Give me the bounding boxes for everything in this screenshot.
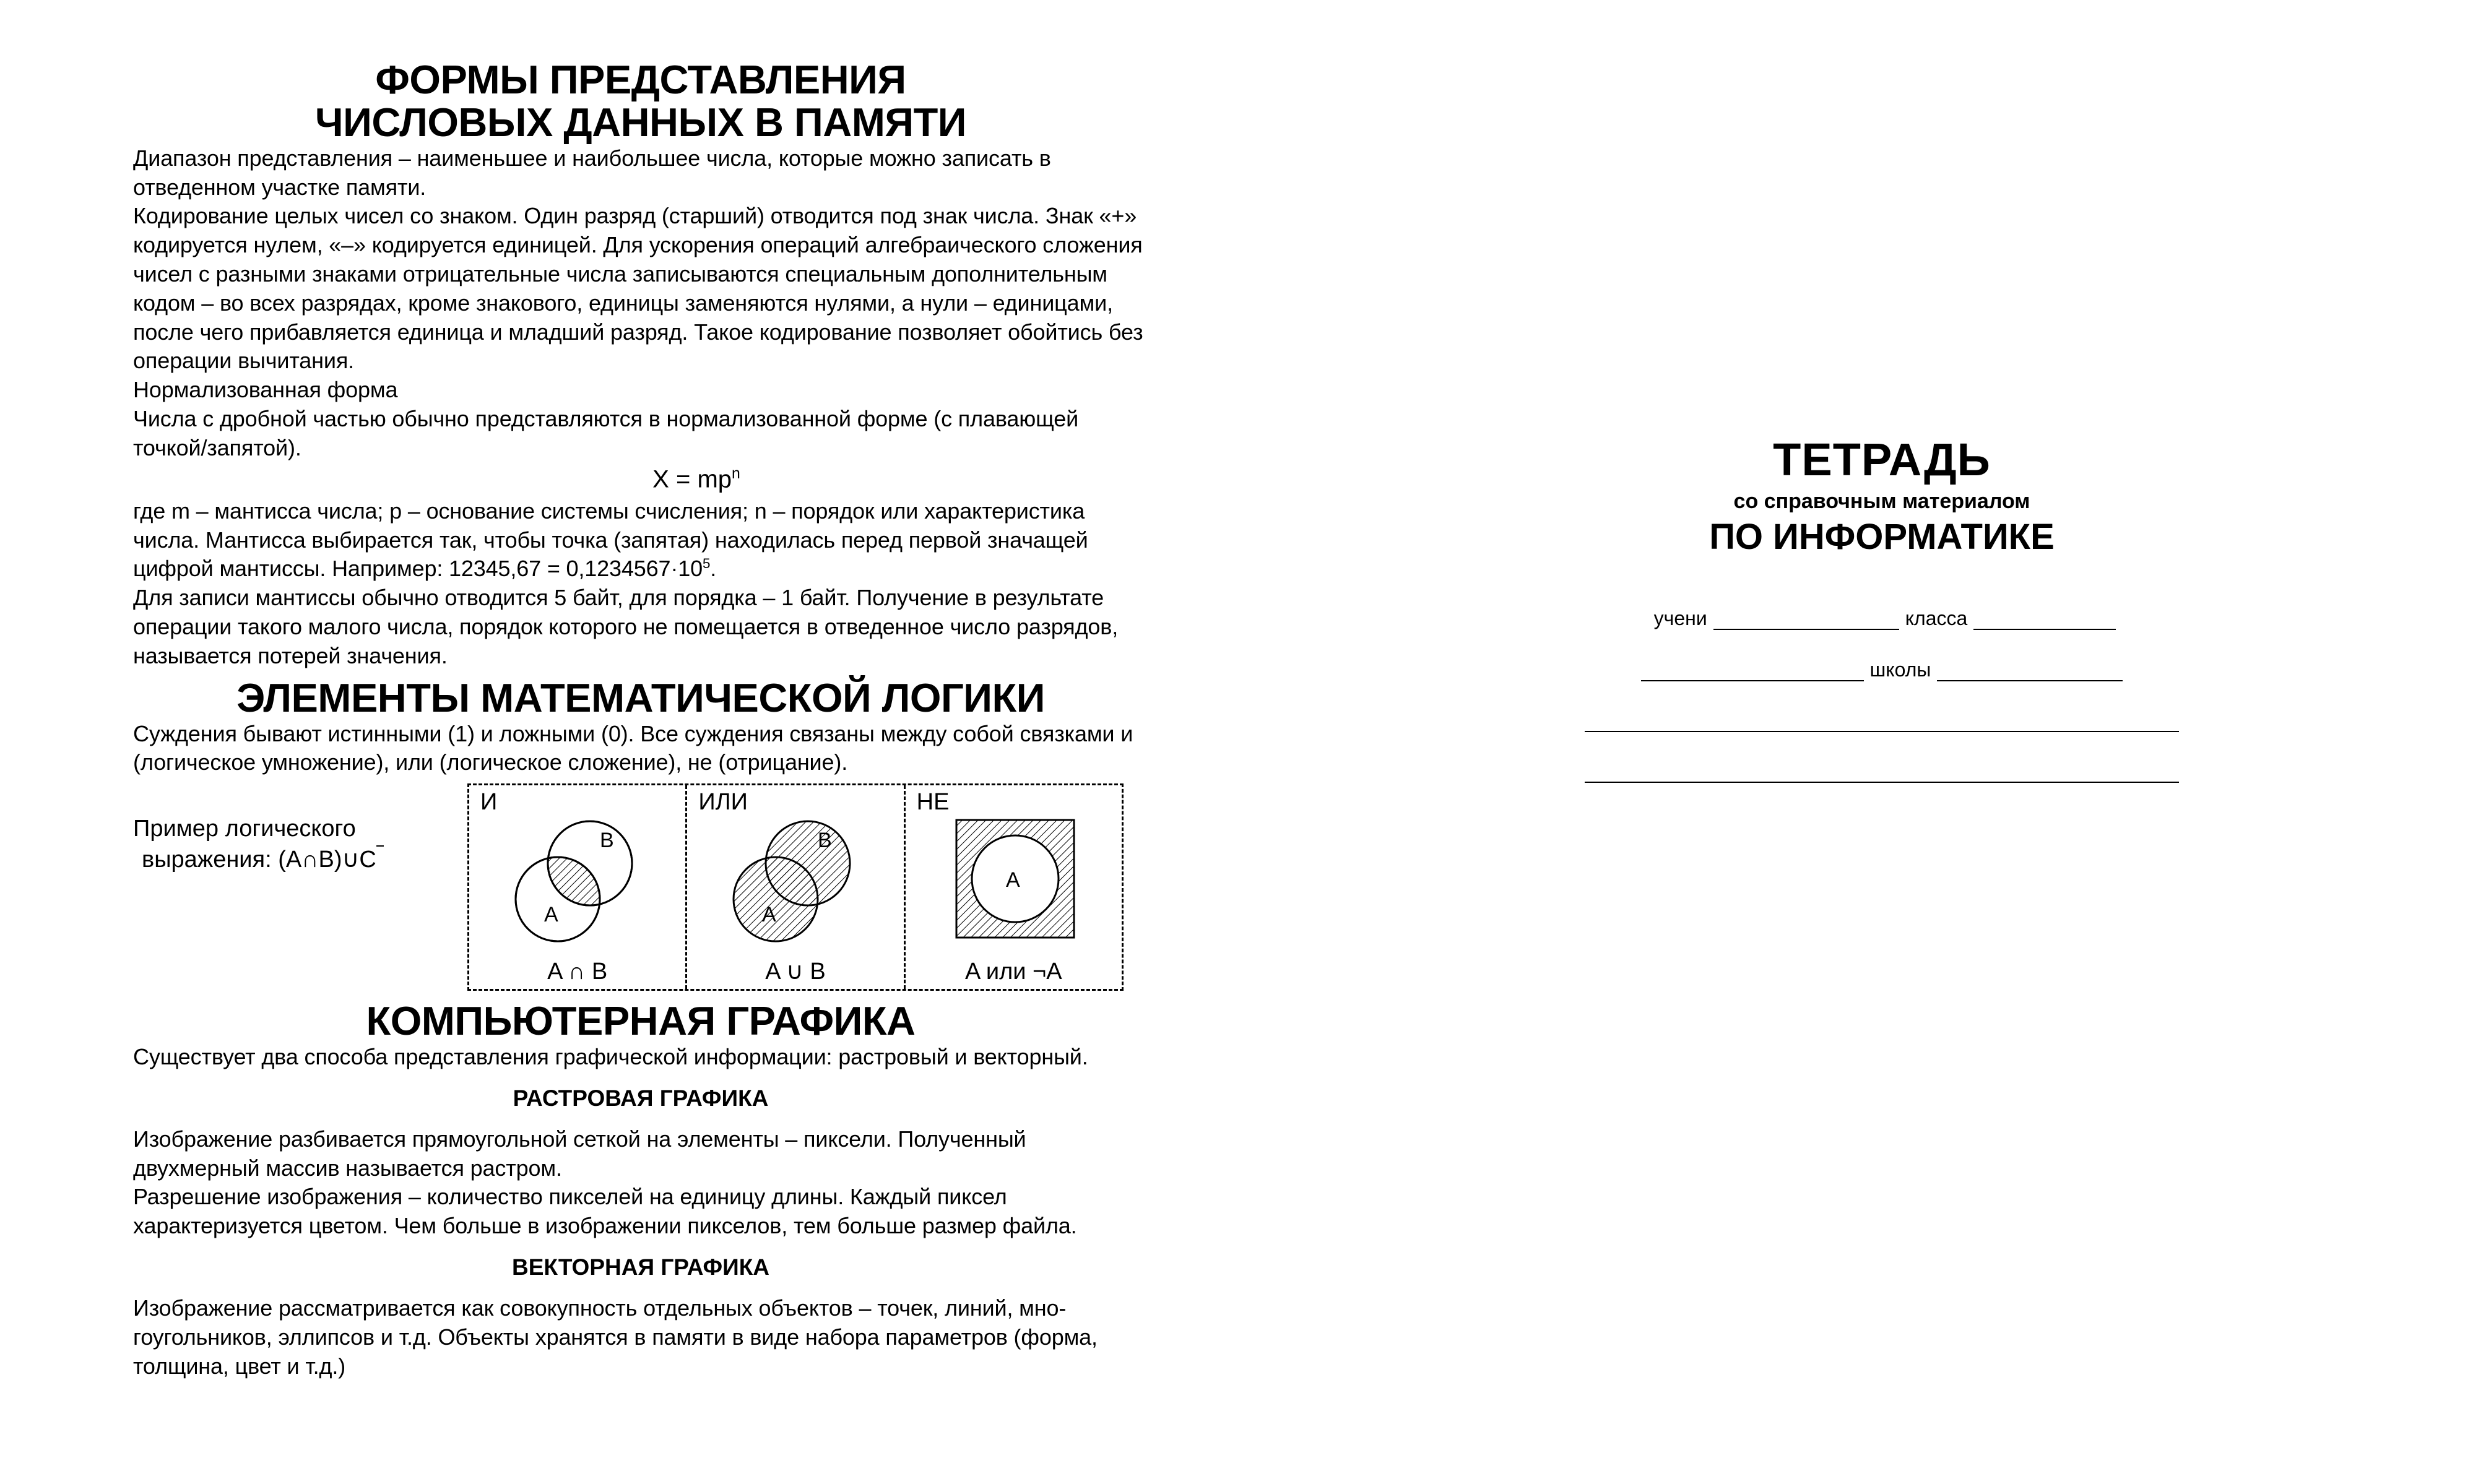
- field-input-school-left[interactable]: [1641, 659, 1864, 681]
- paragraph-mantissa: [133, 497, 1148, 584]
- venn-diagram-box: [467, 783, 1124, 991]
- field-input-school-right[interactable]: [1937, 659, 2123, 681]
- paragraph-graphics-intro: Существует два способа представления графической информации: растровый и векторный.: [133, 1044, 1088, 1070]
- paragraph-mantissa-exponent: 5: [702, 556, 711, 572]
- paragraph-range: Диапазон представления – наименьшее и наибольшее числа, которые можно записать в отведенном участке памяти.: [133, 145, 1051, 200]
- svg-text:B: B: [817, 829, 832, 853]
- section-title-line1: ФОРМЫ ПРЕДСТАВЛЕНИЯ: [375, 57, 906, 102]
- venn-svg-not: [920, 806, 1106, 949]
- paragraph-normalized-form: Числа с дробной частью обычно представляются в нормализованной форме (с плавающей точкой/запятой).: [133, 405, 1079, 460]
- logic-example-overline: [376, 845, 384, 873]
- paragraph-vector: Изображение рассматривается как совокупность отдельных объектов – точек, линий, мно-гоугольников, эллипсов и т.д. Объекты хранятся в памяти в виде набора параметров (форма, толщина, цвет и т.д.): [133, 1295, 1098, 1379]
- paragraph-signed-integers: Кодирование целых чисел со знаком. Один разряд (старший) отводится под знак числа. Знак «+» кодируется нулем, «–» кодируется единицей. Для ускорения операций алгебраического сложения чисел с разными знаками отрицательные числа записываются специальным дополнительным кодом – во всех разрядах, кроме знакового, единицы заменяются нулями, а нули – единицами, после чего прибавляется единица и младший разряд. Такое кодирование позволяет обойтись без операции вычитания.: [133, 203, 1143, 374]
- subtitle-raster: РАСТРОВАЯ ГРАФИКА: [513, 1085, 769, 1111]
- venn-svg-and: [485, 806, 670, 949]
- venn-label-or: ИЛИ: [698, 789, 748, 816]
- svg-text:A: A: [544, 903, 558, 927]
- venn-cell-and: [469, 785, 685, 989]
- section-title-logic: ЭЛЕМЕНТЫ МАТЕМАТИЧЕСКОЙ ЛОГИКИ: [236, 675, 1045, 720]
- logic-example-text: [133, 813, 467, 875]
- field-input-pupil[interactable]: [1713, 608, 1899, 630]
- field-label-school: школы: [1869, 658, 1931, 681]
- field-label-pupil: учени: [1653, 607, 1707, 629]
- field-row-school: [1585, 658, 2179, 681]
- cover-fill-in-fields: [1585, 607, 2179, 783]
- cover-subject-title: ПО ИНФОРМАТИКЕ: [1709, 517, 2055, 557]
- svg-text:A: A: [761, 903, 776, 927]
- paragraph-normalized-heading: Нормализованная форма: [133, 377, 398, 403]
- field-row-pupil-class: [1585, 607, 2179, 630]
- paragraph-mantissa-part1: где m – мантисса числа; p – основание системы счисления; n – порядок или характеристика числа. Мантисса выбирается так, чтобы точка (запятая) находилась перед первой значащей цифрой мантиссы. Например: 12345,67 = 0,1234567·10: [133, 498, 1088, 582]
- formula-text: X = mp: [652, 465, 732, 493]
- section-title-number-forms: [133, 59, 1148, 144]
- logic-diagram-area: [133, 783, 1148, 1000]
- cover-title: ТЕТРАДЬ: [1773, 434, 1991, 485]
- field-input-class[interactable]: [1973, 608, 2116, 630]
- venn-svg-or: [703, 806, 888, 949]
- svg-text:A: A: [1006, 868, 1020, 892]
- venn-label-and: И: [480, 789, 498, 816]
- venn-cell-or: [685, 785, 903, 989]
- right-page-cover: [1585, 433, 2179, 811]
- logic-example-line1: Пример логического: [133, 816, 356, 842]
- venn-caption-and: A ∩ B: [547, 959, 608, 985]
- paragraph-loss-of-significance: Для записи мантиссы обычно отводится 5 байт, для порядка – 1 байт. Получение в результате операции такого малого числа, порядок которого не помещается в отведенное число разрядов, называется потерей значения.: [133, 585, 1119, 668]
- formula-exponent: n: [732, 465, 740, 482]
- field-label-class: класса: [1905, 607, 1968, 629]
- venn-label-not: НЕ: [916, 789, 950, 816]
- venn-caption-or: A ∪ B: [765, 959, 826, 985]
- venn-cell-not: [904, 785, 1122, 989]
- section-title-line2: ЧИСЛОВЫХ ДАННЫХ В ПАМЯТИ: [315, 99, 966, 145]
- cover-subtitle: со справочным материалом: [1733, 490, 2030, 513]
- logic-example-expression: выражения: (A∩B)∪C: [142, 847, 376, 873]
- paragraph-logic-intro: Суждения бывают истинными (1) и ложными (0). Все суждения связаны между собой связками и (логическое умножение), или (логическое сложение), не (отрицание).: [133, 720, 1133, 775]
- field-input-blank-1[interactable]: [1585, 710, 2179, 732]
- section-title-graphics: КОМПЬЮТЕРНАЯ ГРАФИКА: [366, 998, 916, 1044]
- logic-example-line2: [133, 844, 467, 875]
- paragraph-raster-2: Разрешение изображения – количество пикселей на единицу длины. Каждый пиксел характеризуется цветом. Чем больше в изображении пикселов, тем больше размер файла.: [133, 1184, 1077, 1239]
- paragraph-mantissa-part2: .: [710, 556, 717, 582]
- svg-text:B: B: [599, 829, 614, 853]
- venn-caption-not: A или ¬A: [965, 959, 1062, 985]
- left-page-content: [133, 59, 1148, 1381]
- formula-normalized: [133, 465, 1148, 493]
- subtitle-vector: ВЕКТОРНАЯ ГРАФИКА: [511, 1254, 770, 1280]
- field-input-blank-2[interactable]: [1585, 761, 2179, 783]
- paragraph-raster-1: Изображение разбивается прямоугольной сеткой на элементы – пиксели. Полученный двухмерный массив называется растром.: [133, 1126, 1026, 1181]
